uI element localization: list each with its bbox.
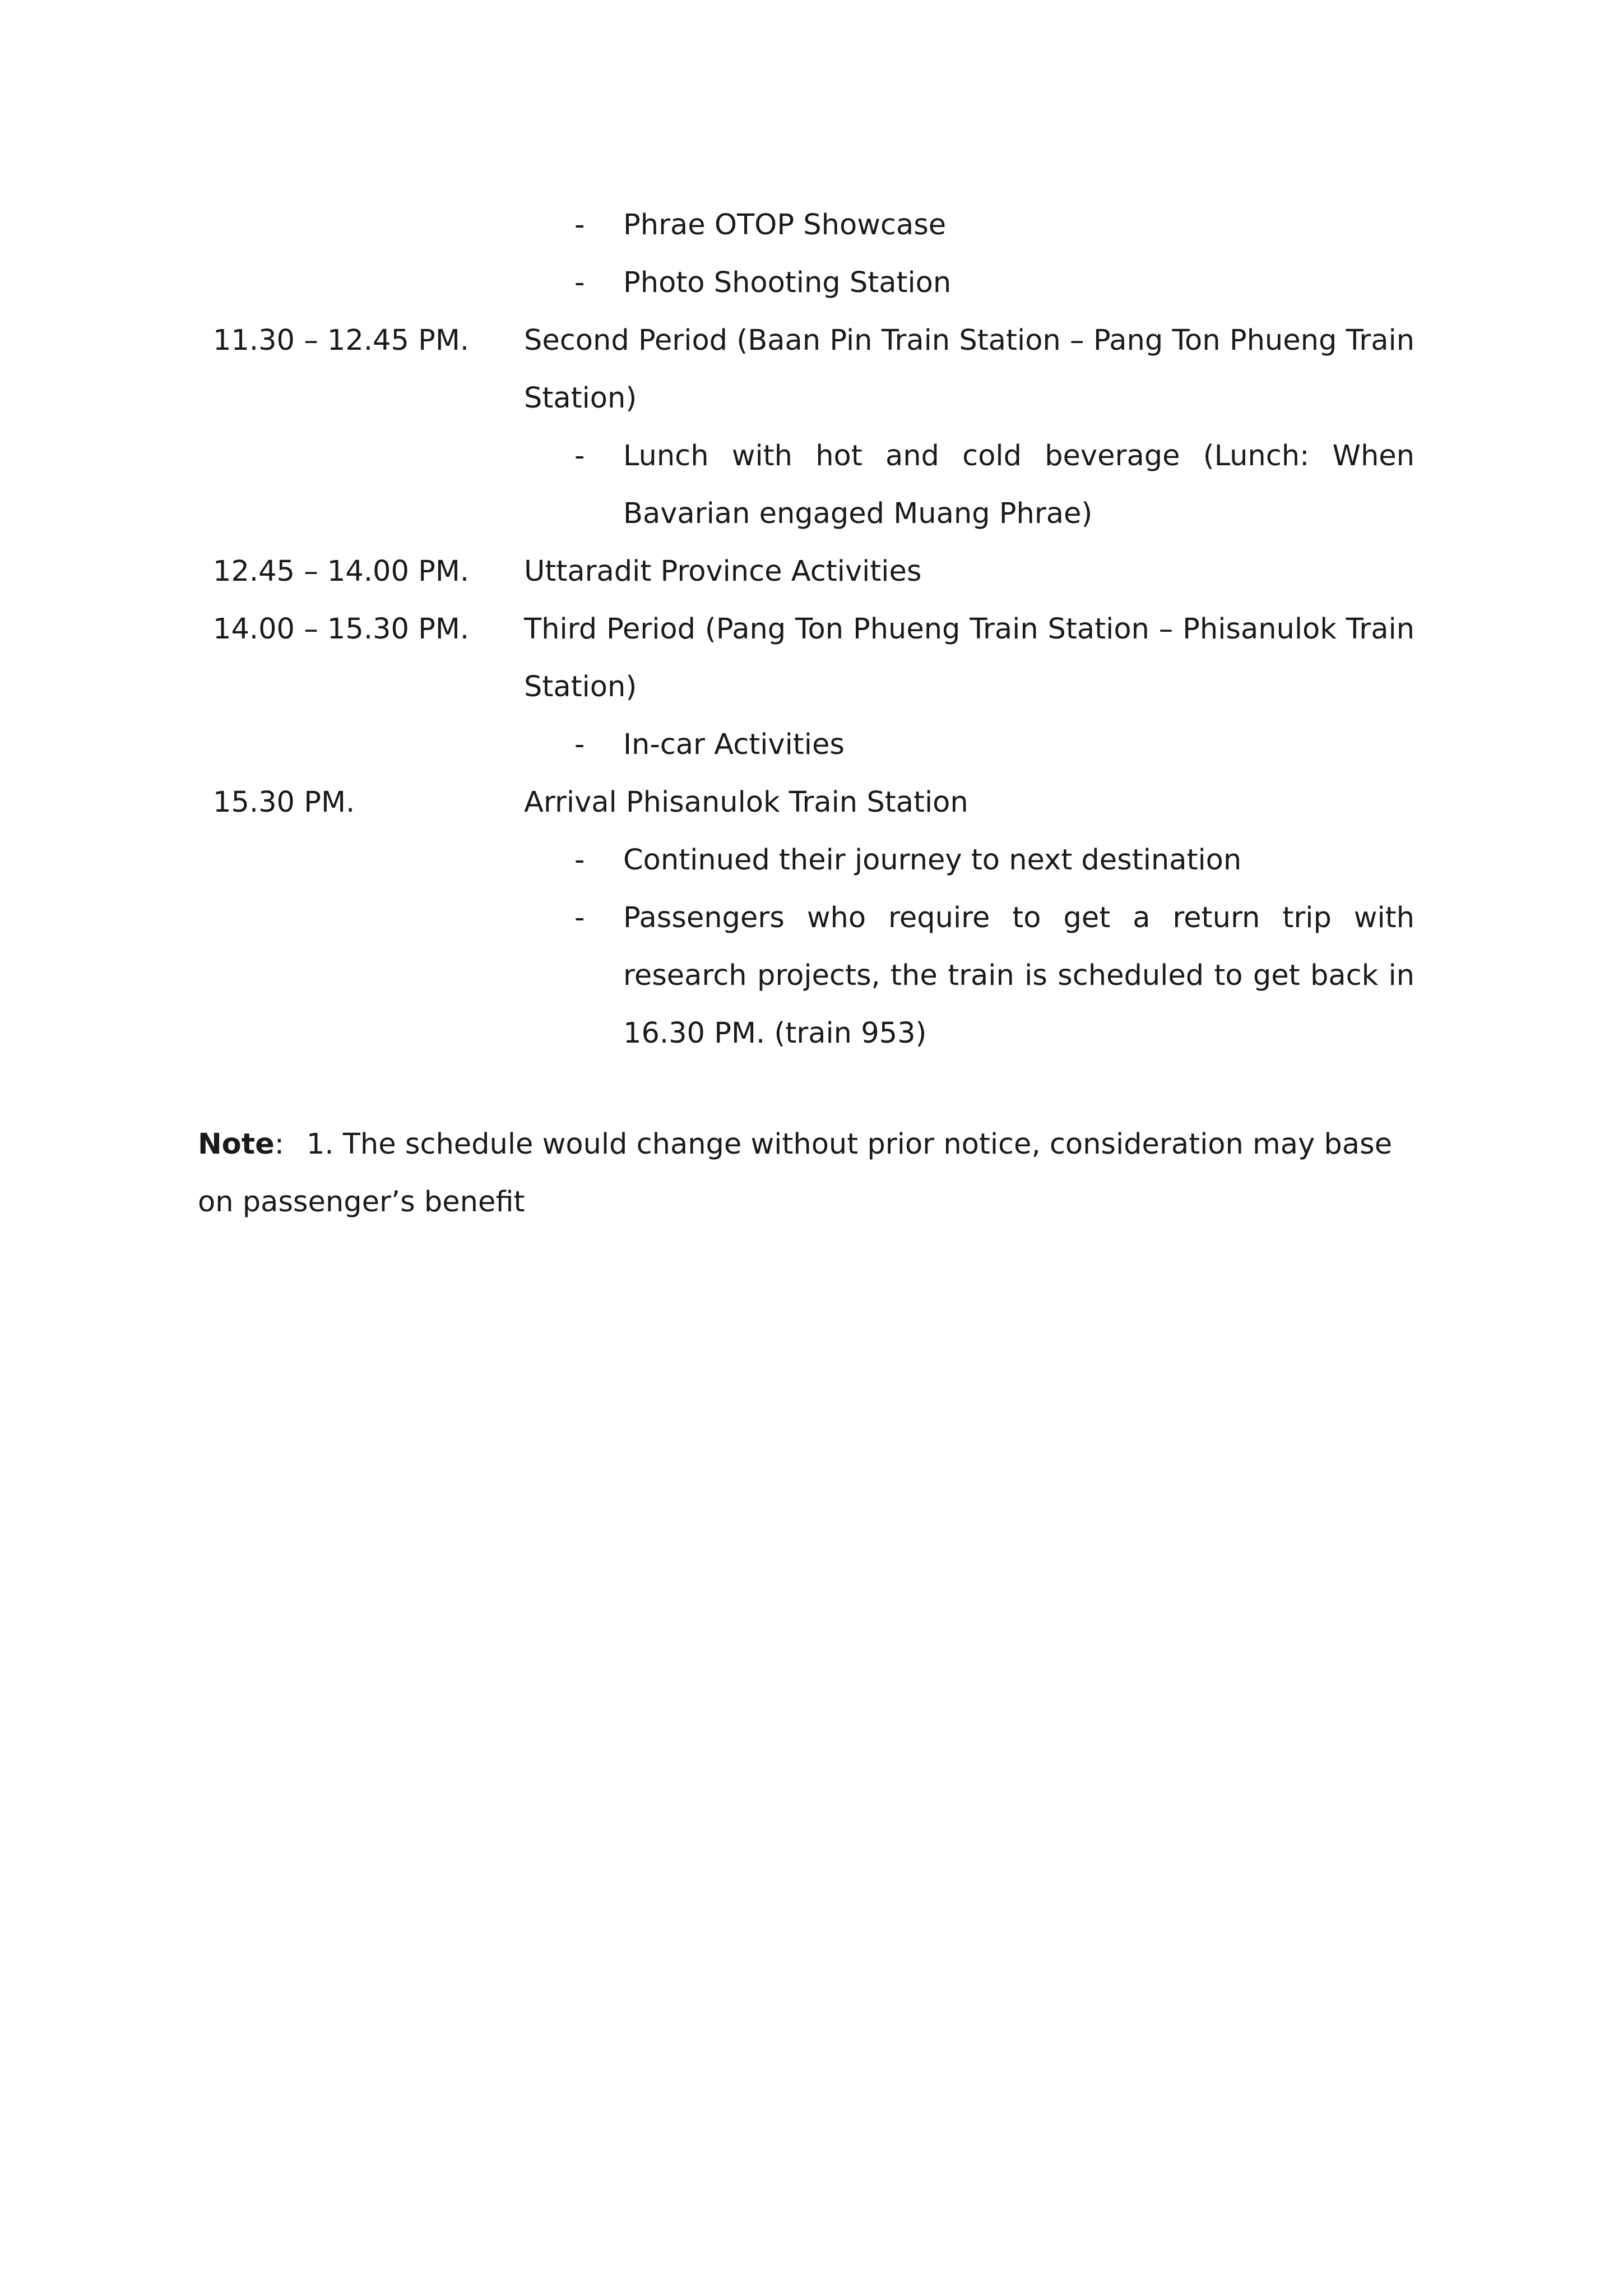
schedule-bullet [524,716,1415,774]
bullet-dash: - [574,209,585,242]
schedule-row [213,543,1415,600]
bullet-dash: - [574,901,585,934]
schedule-row [213,774,1415,831]
note-text: The schedule would change without prior notice, consideration may base on passenger’s benefit [198,1128,1392,1219]
bullet-dash: - [574,439,585,473]
bullet-dash: - [574,844,585,877]
schedule-time: 11.30 – 12.45 PM. [213,324,470,357]
schedule-row [213,600,1415,716]
note-number: 1. [306,1128,334,1161]
schedule-bullet [524,427,1415,543]
schedule-bullet [524,254,1415,312]
bullet-text: Phrae OTOP Showcase [623,209,947,242]
note-paragraph [198,1115,1415,1231]
bullet-text: Continued their journey to next destination [623,844,1242,877]
schedule [213,196,1415,1062]
bullet-dash: - [574,728,585,761]
schedule-bullet [524,889,1415,1062]
bullet-text: Lunch with hot and cold beverage (Lunch: When Bavarian engaged Muang Phrae) [623,439,1415,530]
schedule-description: Arrival Phisanulok Train Station [524,786,968,819]
schedule-description: Third Period (Pang Ton Phueng Train Station – Phisanulok Train Station) [524,613,1415,703]
schedule-description: Uttaradit Province Activities [524,555,922,588]
bullet-dash: - [574,266,585,299]
schedule-description: Second Period (Baan Pin Train Station – Pang Ton Phueng Train Station) [524,324,1415,415]
note-label: Note [198,1128,275,1161]
schedule-time: 15.30 PM. [213,786,355,819]
bullet-text: Photo Shooting Station [623,266,952,299]
schedule-bullet [524,831,1415,889]
note-separator: : [274,1128,284,1161]
bullet-text: Passengers who require to get a return trip with research projects, the train is scheduled to get back in 16.30 PM. (train 953) [623,901,1415,1050]
schedule-time: 12.45 – 14.00 PM. [213,555,470,588]
schedule-bullet [524,196,1415,254]
schedule-row [213,312,1415,427]
schedule-time: 14.00 – 15.30 PM. [213,613,470,646]
bullet-text: In-car Activities [623,728,845,761]
